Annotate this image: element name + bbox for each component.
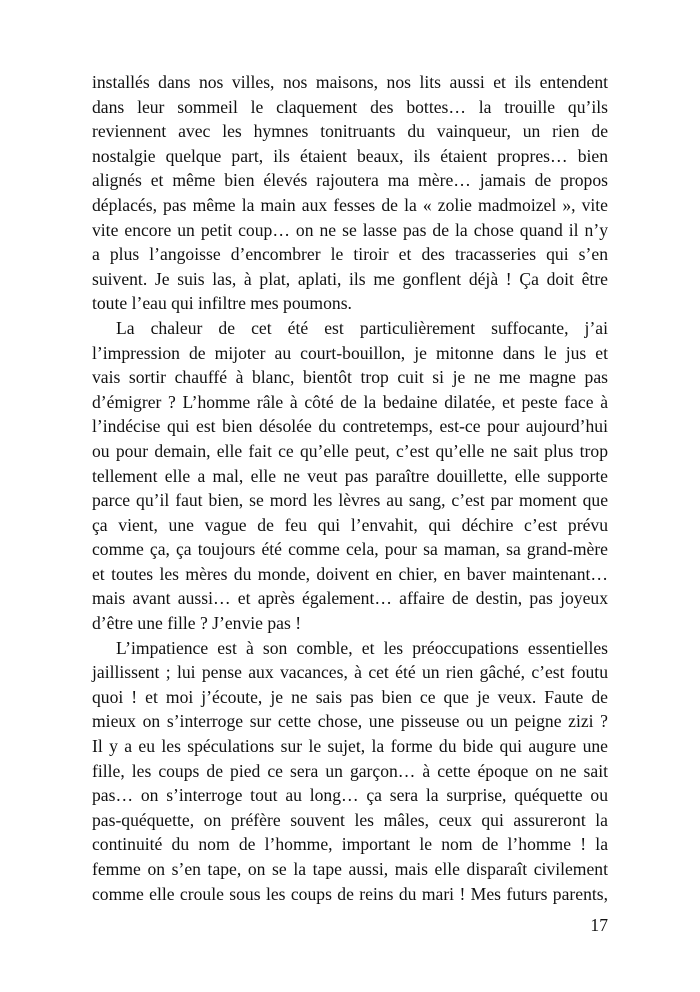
text-line: d’être une fille ? J’envie pas ! (92, 613, 302, 634)
text-line: tellement elle a mal, elle ne veut pas paraître douillette, elle supporte (92, 465, 608, 486)
text-line: vite encore un petit coup… on ne se lasse pas de la chose quand il n’y (92, 219, 608, 240)
text-line: La chaleur de cet été est particulièrement suffocante, j’ai (116, 317, 608, 338)
text-line: l’impression de mijoter au court-bouillon, je mitonne dans le jus et (92, 342, 608, 363)
text-line: reviennent avec les hymnes tonitruants du vainqueur, un rien de (92, 121, 608, 142)
text-line: installés dans nos villes, nos maisons, nos lits aussi et ils entendent (92, 72, 608, 92)
text-line: comme elle croule sous les coups de reins du mari ! Mes futurs parents, (92, 883, 608, 904)
body-text (92, 70, 608, 906)
text-line: et toutes les mères du monde, doivent en chier, en baver maintenant… (92, 563, 608, 584)
text-line: comme ça, ça toujours été comme cela, pour sa maman, sa grand-mère (92, 539, 608, 560)
text-line: quoi ! et moi j’écoute, je ne sais pas bien ce que je veux. Faute de (92, 686, 608, 707)
text-line: mais avant aussi… et après également… affaire de destin, pas joyeux (92, 588, 608, 609)
text-line: nostalgie quelque part, ils étaient beaux, ils étaient propres… bien (92, 145, 608, 166)
text-line: Il y a eu les spéculations sur le sujet, la forme du bide qui augure une (92, 736, 608, 757)
text-line: d’émigrer ? L’homme râle à côté de la bedaine dilatée, et peste face à (92, 391, 608, 412)
text-line: a plus l’angoisse d’encombrer le tiroir et des tracasseries qui s’en (92, 244, 608, 265)
text-line: vais sortir chauffé à blanc, bientôt trop cuit si je ne me magne pas (92, 367, 608, 388)
text-line: suivent. Je suis las, à plat, aplati, ils me gonflent déjà ! Ça doit être (92, 268, 608, 289)
text-line: ça vient, une vague de feu qui l’envahit, qui déchire c’est prévu (92, 514, 608, 535)
text-line: l’indécise qui est bien désolée du contretemps, est-ce pour aujourd’hui (92, 416, 608, 437)
text-line: fille, les coups de pied ce sera un garçon… à cette époque on ne sait (92, 760, 608, 781)
text-line: ou pour demain, elle fait ce qu’elle peut, c’est qu’elle ne sait plus trop (92, 440, 608, 461)
text-line: alignés et même bien élevés rajoutera ma mère… jamais de propos (92, 170, 608, 191)
text-line: pas-quéquette, on préfère souvent les mâles, ceux qui assureront la (92, 809, 608, 830)
text-line: parce qu’il faut bien, se mord les lèvres au sang, c’est par moment que (92, 490, 608, 511)
text-line: mieux on s’interroge sur cette chose, une pisseuse ou un peigne zizi ? (92, 711, 608, 732)
text-line: dans leur sommeil le claquement des bottes… la trouille qu’ils (92, 96, 608, 117)
text-line: déplacés, pas même la main aux fesses de la « zolie madmoizel », vite (92, 194, 608, 215)
text-line: toute l’eau qui infiltre mes poumons. (92, 293, 352, 314)
page-number: 17 (590, 915, 608, 935)
text-line: L’impatience est à son comble, et les préoccupations essentielles (116, 637, 608, 658)
text-line: continuité du nom de l’homme, important le nom de l’homme ! la (92, 834, 608, 855)
text-line: pas… on s’interroge tout au long… ça sera la surprise, quéquette ou (92, 785, 608, 806)
text-line: femme on s’en tape, on se la tape aussi, mais elle disparaît civilement (92, 859, 608, 879)
text-line: jaillissent ; lui pense aux vacances, à cet été un rien gâché, c’est foutu (92, 662, 608, 683)
